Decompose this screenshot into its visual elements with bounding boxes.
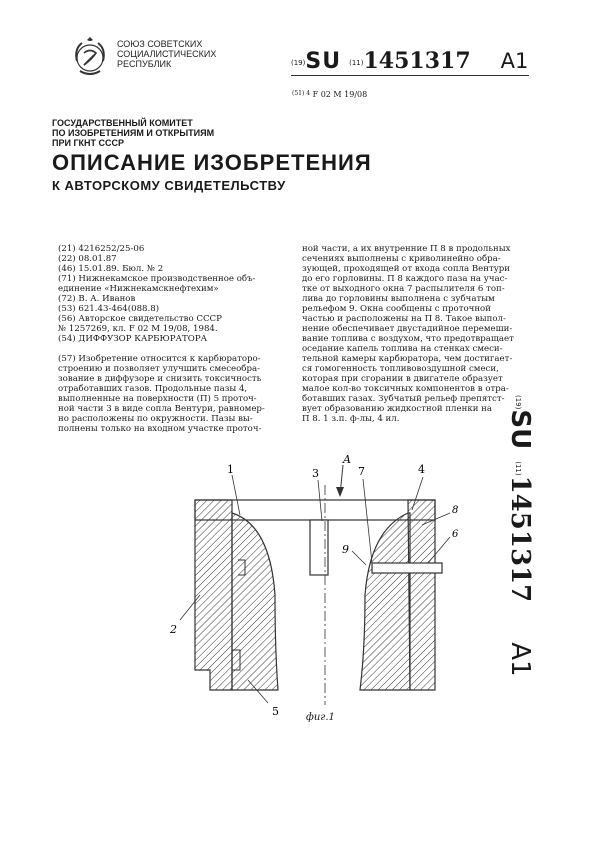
biblio-row: (54) ДИФФУЗОР КАРБЮРАТОРА <box>58 334 208 344</box>
header-rule <box>291 75 529 76</box>
biblio-row: (72) В. А. Иванов <box>58 294 136 304</box>
right-housing <box>408 500 435 690</box>
sidebar-kind: A1 <box>505 642 535 677</box>
country-code: SU <box>305 49 342 74</box>
left-diffuser-wall <box>232 513 278 690</box>
figure-1 <box>160 455 460 715</box>
label-1: 1 <box>227 463 234 476</box>
committee-name: ГОСУДАРСТВЕННЫЙ КОМИТЕТ ПО ИЗОБРЕТЕНИЯМ И ОТКРЫТИЯМ ПРИ ГКНТ СССР <box>52 118 215 148</box>
label-a: A <box>343 455 351 466</box>
patent-kind: A1 <box>500 49 529 73</box>
country-code-num: (19) <box>291 59 306 67</box>
sidebar-patent-num-code: (11) <box>514 461 522 476</box>
vertical-patent-number <box>505 395 567 695</box>
ipc-code: (51) 4 <box>292 90 311 97</box>
biblio-row: (21) 4216252/25-06 <box>58 244 145 254</box>
ussr-emblem <box>70 37 110 79</box>
label-4: 4 <box>418 463 425 476</box>
ipc-classification <box>292 90 367 99</box>
bibliographic-data <box>58 244 293 344</box>
biblio-row: (53) 621.43-464(088.8) <box>58 304 160 314</box>
label-7: 7 <box>358 465 365 478</box>
biblio-row: (22) 08.01.87 <box>58 254 117 264</box>
label-6: 6 <box>452 529 459 540</box>
patent-number-header <box>291 48 528 74</box>
label-5: 5 <box>272 705 279 715</box>
left-housing <box>195 500 232 690</box>
biblio-row: (56) Авторское свидетельство СССР <box>58 314 222 324</box>
figure-caption: фиг.1 <box>306 712 335 723</box>
sidebar-patent-number: 1451317 <box>505 475 535 603</box>
label-2: 2 <box>170 623 177 636</box>
label-3: 3 <box>312 467 319 480</box>
biblio-row: единение «Нижнекамскнефтехим» <box>58 284 219 294</box>
sidebar-country-code: SU <box>505 409 535 450</box>
sidebar-country-code-num: (19) <box>514 395 522 410</box>
abstract-left-column: (57) Изобретение относится к карбюраторо- строению и позволяет улучшить смесеобра- зование в диффузоре и снизить токсичность отработавших газов. Продольные пазы 4, выполненные на поверхности (П) 5 проточ- ной части 3 в виде сопла Вентури, равномер- но расположены по окружности. Пазы вы- полнены только на входном участке проточ- <box>58 354 265 434</box>
country-name: СОЮЗ СОВЕТСКИХ СОЦИАЛИСТИЧЕСКИХ РЕСПУБЛИК <box>117 39 217 69</box>
patent-number: 1451317 <box>363 48 471 74</box>
right-diffuser-wall <box>360 513 410 690</box>
document-subtitle: К АВТОРСКОМУ СВИДЕТЕЛЬСТВУ <box>52 178 286 193</box>
sprayer <box>372 563 442 573</box>
document-title: ОПИСАНИЕ ИЗОБРЕТЕНИЯ <box>52 150 372 175</box>
biblio-row: (71) Нижнекамское производственное объ- <box>58 274 256 284</box>
label-9: 9 <box>342 543 349 556</box>
arrow-a <box>336 487 344 497</box>
abstract-right-column: ной части, а их внутренние П 8 в продольных сечениях выполнены с криволинейно обра- зующей, проходящей от входа сопла Вентури до его горловины. П 8 каждого паза на учас- тке от выходного окна 7 распылителя 6 топ- лива до горловины выполнена с зубчатым рельефом 9. Окна сообщены с проточной частью и расположены на П 8. Такое выпол- нение обеспечивает двустадийное перемеши- вание топлива с воздухом, что предотвращает оседание капель топлива на стенках смеси- тельной камеры карбюратора, чем достигает- ся гомогенность топливовоздушной смеси, которая при сгорании в двигателе образует малое кол-во токсичных компонентов в отра- ботавших газах. Зубчатый рельеф препятст- вует образованию жидкостной пленки на П 8. 1 з.п. ф-лы, 4 ил. <box>302 244 514 424</box>
ipc-value: F 02 M 19/08 <box>312 90 368 99</box>
biblio-row: (46) 15.01.89. Бюл. № 2 <box>58 264 164 274</box>
biblio-row: № 1257269, кл. F 02 M 19/08, 1984. <box>58 324 218 334</box>
label-8: 8 <box>452 505 459 516</box>
patent-num-code: (11) <box>349 59 364 67</box>
